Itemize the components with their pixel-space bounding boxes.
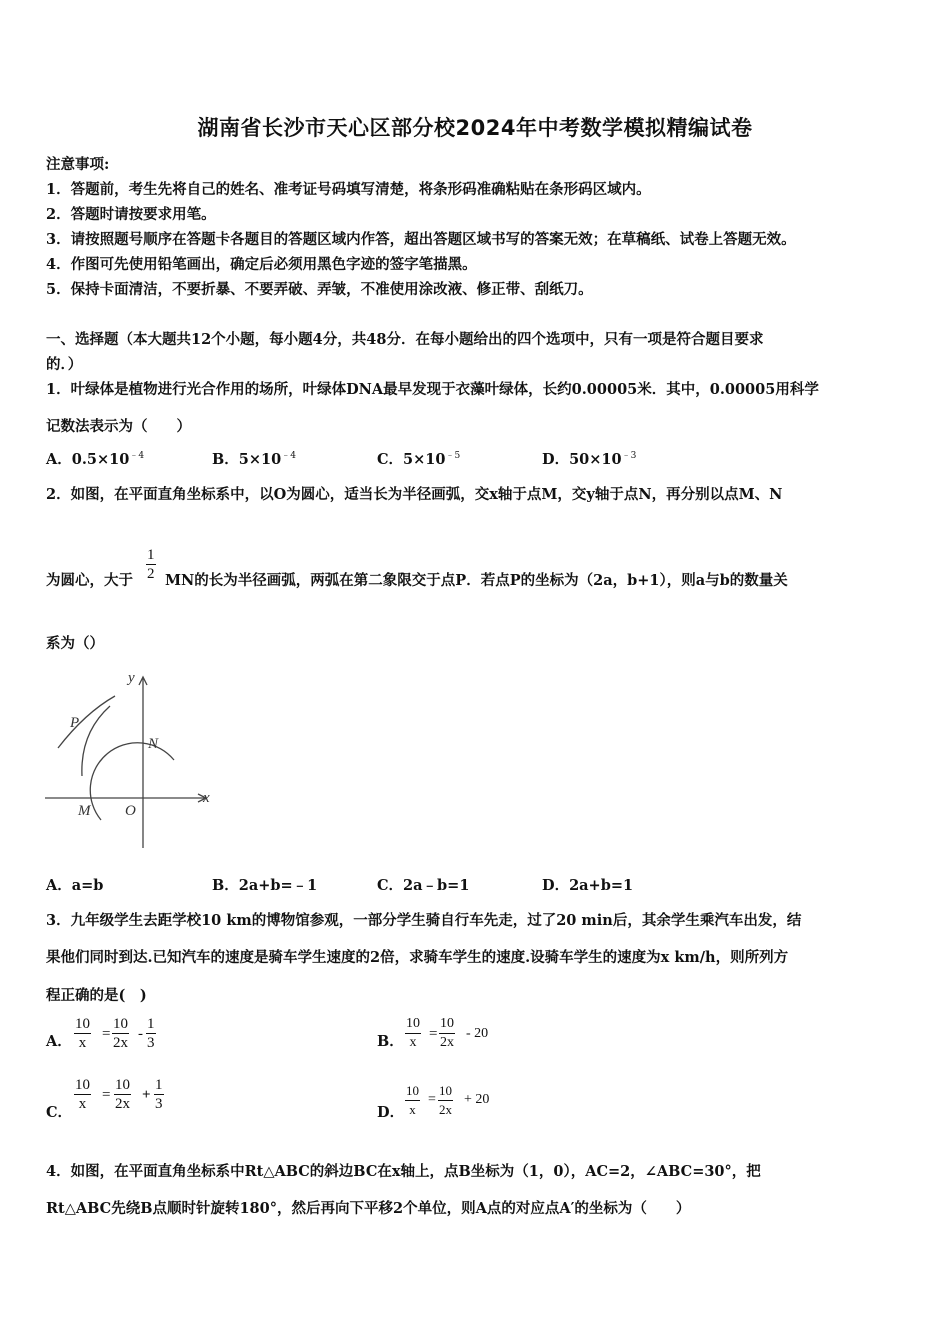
frac-num: 10 (439, 1083, 452, 1098)
q3-option-a-label: A． (46, 1033, 72, 1050)
frac-num: 10 (440, 1016, 454, 1031)
equals-sign: = (102, 1087, 111, 1103)
q3-d-frac2 (438, 1082, 453, 1119)
q3-c-frac1 (74, 1076, 91, 1113)
frac-den: 3 (155, 1096, 163, 1112)
notice-item-1: 1．答题前，考生先将自己的姓名、准考证号码填写清楚，将条形码准确粘贴在条形码区域内。 (46, 181, 651, 198)
q3-c-frac2 (114, 1076, 131, 1113)
operator: - (138, 1026, 143, 1042)
frac-den: x (405, 1033, 421, 1052)
origin-o-label: O (125, 803, 136, 819)
q1-option-c: C．$5\times 10^{﹣5}$ (377, 451, 461, 468)
notice-item-2: 2．答题时请按要求用笔。 (46, 206, 216, 223)
q2-stem-line2-post: MN的长为半径画弧，两弧在第二象限交于点P．若点P的坐标为（2a，b+1），则a与b的数量关 (165, 572, 788, 589)
frac-den: x (74, 1033, 91, 1052)
frac-num: 1 (147, 1016, 155, 1032)
q3-option-d-label: D． (377, 1104, 405, 1121)
q3-a-frac3 (146, 1015, 156, 1052)
frac-num: 1 (155, 1077, 163, 1093)
q2-stem-line3: 系为（） (46, 635, 104, 652)
q2-stem-line1: 2．如图，在平面直角坐标系中，以O为圆心，适当长为半径画弧，交x轴于点M，交y轴于点N，再分别以点M、N (46, 486, 783, 503)
frac-den: x (74, 1094, 91, 1113)
page-title: 湖南省长沙市天心区部分校2024年中考数学模拟精编试卷 (197, 116, 753, 140)
q3-b-frac2 (439, 1015, 455, 1052)
equals-sign: = (429, 1026, 438, 1042)
equals-sign: = (428, 1092, 436, 1107)
section-heading-line1: 一、选择题（本大题共12个小题，每小题4分，共48分．在每小题给出的四个选项中，只有一项是符合题目要求 (46, 331, 764, 348)
q4-stem-line2: Rt△ABC先绕B点顺时针旋转180°，然后再向下平移2个单位，则A点的对应点A′的坐标为（ ） (46, 1200, 691, 1217)
frac-den: 2x (440, 1035, 454, 1050)
notice-item-5: 5．保持卡面清洁，不要折暴、不要弄破、弄皱，不准使用涂改液、修正带、刮纸刀。 (46, 281, 593, 298)
point-p-label: P (70, 715, 80, 731)
q3-a-frac2 (112, 1015, 129, 1052)
tail-term: - 20 (466, 1026, 489, 1041)
frac-den: x (405, 1100, 420, 1119)
frac-num: 10 (406, 1016, 420, 1031)
frac-num: 10 (75, 1077, 90, 1093)
q2-option-b: B．2a+b=﹣1 (212, 877, 318, 894)
equals-sign: = (102, 1026, 111, 1042)
q2-option-c: C．2a﹣b=1 (377, 877, 470, 894)
frac-den: 2x (113, 1035, 128, 1051)
q3-option-c-label: C． (46, 1104, 73, 1121)
frac-num: 10 (115, 1077, 130, 1093)
q4-stem-line1: 4．如图，在平面直角坐标系中Rt△ABC的斜边BC在x轴上，点B坐标为（1，0），AC=2，∠ABC=30°，把 (46, 1163, 761, 1180)
y-label: y (128, 670, 135, 686)
q3-b-frac1 (405, 1015, 421, 1052)
q1-stem-line1: 1．叶绿体是植物进行光合作用的场所，叶绿体DNA最早发现于衣藻叶绿体，长约0.00005米．其中，0.00005用科学 (46, 381, 819, 398)
q2-stem-line2-pre: 为圆心，大于 (46, 572, 133, 589)
q3-d-frac1 (405, 1082, 420, 1119)
operator: + (142, 1087, 151, 1103)
notice-heading: 注意事项: (46, 156, 110, 173)
q3-stem-line3: 程正确的是( ) (46, 987, 147, 1004)
x-label: x (203, 790, 210, 806)
notice-item-4: 4．作图可先使用铅笔画出，确定后必须用黑色字迹的签字笔描黑。 (46, 256, 477, 273)
frac-num: 10 (113, 1016, 128, 1032)
frac-den: 2x (439, 1102, 452, 1117)
q2-frac-den: 2 (147, 566, 155, 582)
q2-option-a: A．a=b (46, 877, 104, 894)
q3-c-frac3 (154, 1076, 164, 1113)
q3-a-frac1 (74, 1015, 91, 1052)
q2-figure (40, 668, 220, 852)
frac-den: 2x (115, 1096, 130, 1112)
q2-option-d: D．2a+b=1 (542, 877, 634, 894)
tail-term: + 20 (464, 1092, 490, 1107)
notice-item-3: 3．请按照题号顺序在答题卡各题目的答题区域内作答，超出答题区域书写的答案无效；在草稿纸、试卷上答题无效。 (46, 231, 796, 248)
q3-option-b-label: B． (377, 1033, 404, 1050)
q1-option-b: B．$5\times 10^{﹣4}$ (212, 451, 296, 468)
section-heading-line2: 的．） (46, 356, 83, 373)
q2-fraction-half (146, 546, 156, 583)
point-m-label: M (78, 803, 91, 819)
frac-num: 10 (75, 1016, 90, 1032)
q3-stem-line2: 果他们同时到达.已知汽车的速度是骑车学生速度的2倍，求骑车学生的速度.设骑车学生的速度为x km/h，则所列方 (46, 949, 789, 966)
frac-num: 10 (406, 1083, 419, 1098)
q1-stem-line2: 记数法表示为（ ） (46, 418, 191, 435)
q1-option-a: A．$0.5\times 10^{﹣4}$ (46, 451, 145, 468)
q3-stem-line1: 3．九年级学生去距学校10 km的博物馆参观，一部分学生骑自行车先走，过了20 min后，其余学生乘汽车出发，结 (46, 912, 802, 929)
frac-den: 3 (147, 1035, 155, 1051)
q1-option-d: D．$50\times 10^{﹣3}$ (542, 451, 637, 468)
point-n-label: N (148, 736, 159, 752)
q2-frac-num: 1 (147, 547, 155, 563)
